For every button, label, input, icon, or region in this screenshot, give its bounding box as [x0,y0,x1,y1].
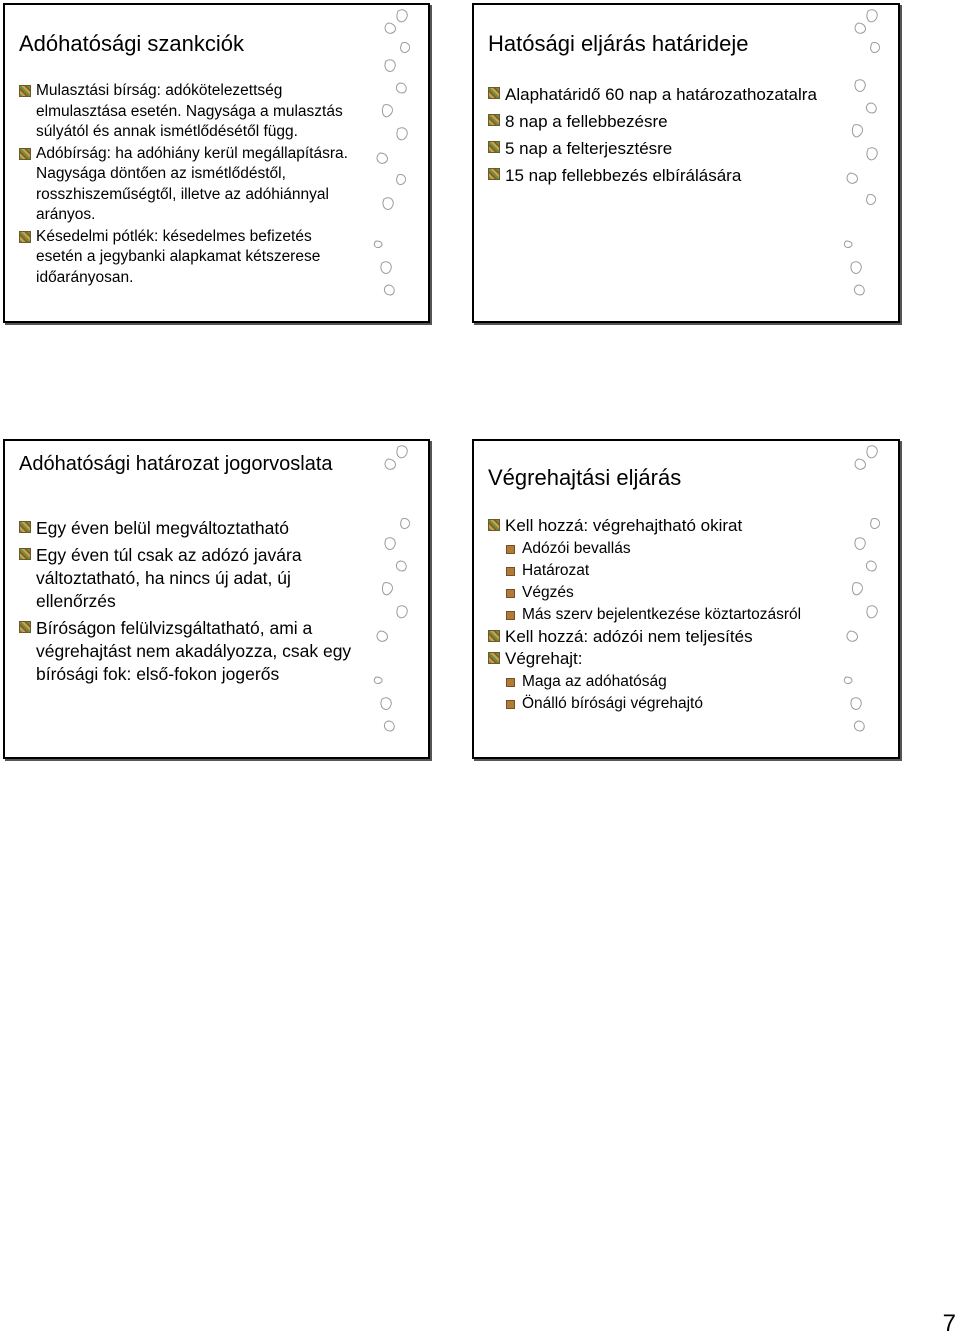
bullet-icon [19,548,31,560]
slide-title: Adóhatósági szankciók [19,31,245,56]
bullet-icon [19,148,31,160]
sub-bullet-icon [506,678,515,687]
slide-bullet-list [488,515,838,715]
slide-bullet-list [488,83,826,191]
bullet-icon [19,621,31,633]
sub-list-item: Adózói bevallás [506,538,838,560]
bullet-icon [488,168,500,180]
floral-decoration-icon [368,5,420,305]
sub-bullet-icon [506,589,515,598]
list-item: Végrehajt: [488,648,838,671]
sub-list-item: Maga az adóhatóság [506,671,838,693]
list-item: Bíróságon felülvizsgáltatható, ami a végrehajtást nem akadályozza, csak egy bírósági fok: első-fokon jogerős [19,617,356,686]
bullet-icon [488,652,500,664]
bullet-icon [19,85,31,97]
list-item: Késedelmi pótlék: késedelmes befizetés esetén a jegybanki alapkamat kétszerese időarányosan. [19,227,356,289]
slide-2 [472,3,900,323]
sub-bullet-icon [506,611,515,620]
slide-1 [3,3,430,323]
list-item: 15 nap fellebbezés elbírálására [488,164,826,187]
list-item: Mulasztási bírság: adókötelezettség elmulasztása esetén. Nagysága a mulasztás súlyától és annak ismétlődésétől függ. [19,81,356,143]
bullet-icon [488,630,500,642]
page-number: 7 [942,1310,956,1337]
slide-4 [472,439,900,759]
sub-list-item: Határozat [506,560,838,582]
slide-3 [3,439,430,759]
list-item: Kell hozzá: adózói nem teljesítés [488,626,838,649]
sub-bullet-icon [506,545,515,554]
list-item: Egy éven túl csak az adózó javára változtatható, ha nincs új adat, új ellenőrzés [19,544,356,613]
bullet-icon [488,114,500,126]
floral-decoration-icon [838,441,890,741]
bullet-icon [488,87,500,99]
list-item: 5 nap a felterjesztésre [488,137,826,160]
slide-bullet-list [19,81,356,289]
list-item: Adóbírság: ha adóhiány kerül megállapításra. Nagysága döntően az ismétlődéstől, rosszhiszeműségtől, illetve az adóhiánnyal arányos. [19,144,356,226]
bullet-icon [19,231,31,243]
sub-bullet-icon [506,700,515,709]
list-item: Kell hozzá: végrehajtható okirat [488,515,838,538]
sub-list-item: Önálló bírósági végrehajtó [506,693,838,715]
bullet-icon [19,521,31,533]
sub-list-item: Végzés [506,582,838,604]
floral-decoration-icon [838,5,890,305]
floral-decoration-icon [368,441,420,741]
slide-bullet-list [19,517,356,690]
bullet-icon [488,519,500,531]
slide-title: Végrehajtási eljárás [488,465,682,490]
slide-title: Hatósági eljárás határideje [488,31,749,56]
slide-title: Adóhatósági határozat jogorvoslata [19,453,333,475]
list-item: 8 nap a fellebbezésre [488,110,826,133]
sub-bullet-icon [506,567,515,576]
bullet-icon [488,141,500,153]
list-item: Egy éven belül megváltoztatható [19,517,356,540]
list-item: Alaphatáridő 60 nap a határozathozatalra [488,83,826,106]
sub-list-item: Más szerv bejelentkezése köztartozásról [506,604,838,626]
